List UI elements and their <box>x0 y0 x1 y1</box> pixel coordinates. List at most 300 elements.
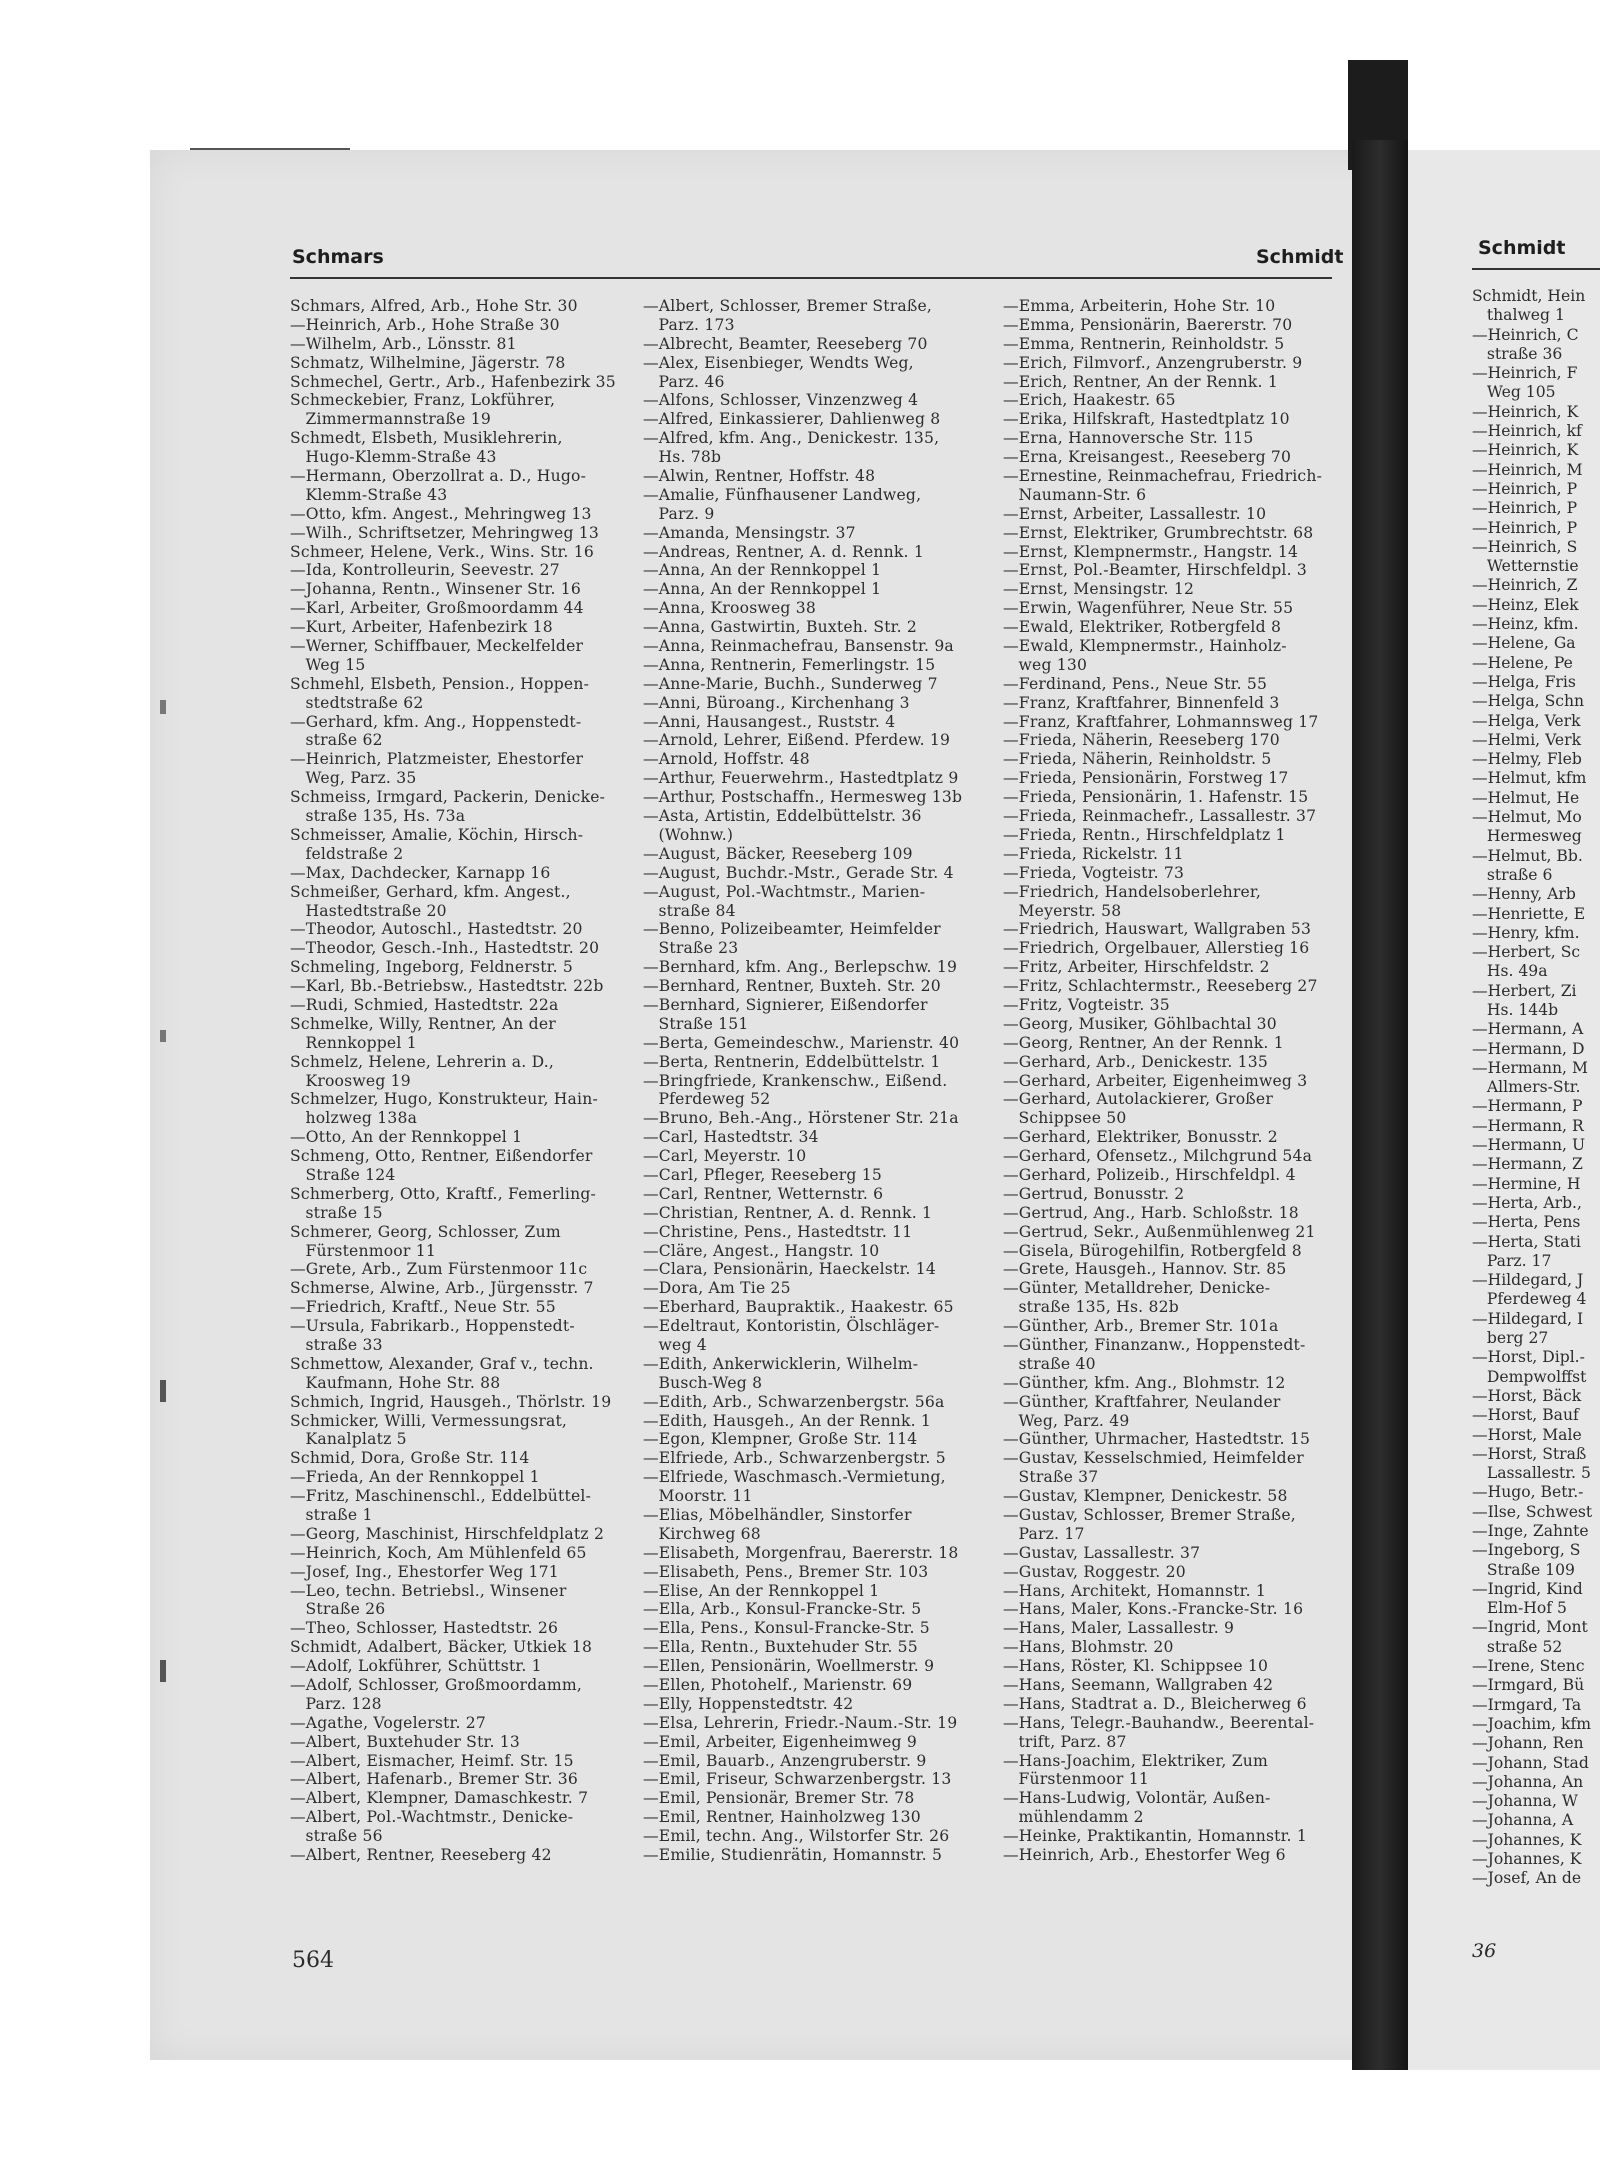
directory-entry-line: Schmehl, Elsbeth, Pension., Hoppen- <box>290 674 590 693</box>
directory-entry-line: Wetternstie <box>1472 557 1579 576</box>
directory-entry-line: —Henriette, E <box>1472 904 1586 923</box>
directory-entry-line: —Hermann, A <box>1472 1020 1584 1039</box>
directory-entry-line: —Anna, Kroosweg 38 <box>643 599 816 618</box>
directory-entry-line: straße 15 <box>290 1203 383 1222</box>
directory-entry-line: —Dora, Am Tie 25 <box>643 1279 791 1298</box>
directory-entry-line: —Frieda, Näherin, Reeseberg 170 <box>1003 731 1280 750</box>
directory-entry-line: —Johann, Ren <box>1472 1734 1584 1753</box>
directory-entry-line: —Ellen, Pensionärin, Woellmerstr. 9 <box>643 1657 935 1676</box>
directory-entry-line: straße 33 <box>290 1335 383 1354</box>
directory-entry-line: Kroosweg 19 <box>290 1071 411 1090</box>
directory-entry-line: —Emilie, Studienrätin, Homannstr. 5 <box>643 1846 943 1865</box>
directory-entry-line: —Edeltraut, Kontoristin, Ölschläger- <box>643 1317 940 1336</box>
directory-entry-line: —Günther, Finanzanw., Hoppenstedt- <box>1003 1335 1306 1354</box>
directory-entry-line: —Josef, An de <box>1472 1869 1582 1888</box>
directory-entry-line: —Erika, Hilfskraft, Hastedtplatz 10 <box>1003 410 1290 429</box>
directory-entry-line: —Alfons, Schlosser, Vinzenzweg 4 <box>643 391 919 410</box>
directory-entry-line: —Karl, Bb.-Betriebsw., Hastedtstr. 22b <box>290 977 604 996</box>
directory-entry-line: straße 135, Hs. 82b <box>1003 1298 1179 1317</box>
directory-entry-line: —Gerhard, Arb., Denickestr. 135 <box>1003 1052 1269 1071</box>
directory-entry-line: —Benno, Polizeibeamter, Heimfelder <box>643 920 941 939</box>
directory-entry-line: —Gertrud, Ang., Harb. Schloßstr. 18 <box>1003 1203 1299 1222</box>
directory-entry-line: —Ernst, Mensingstr. 12 <box>1003 580 1195 599</box>
directory-entry-line: —Irmgard, Bü <box>1472 1676 1585 1695</box>
directory-entry-line: —Ella, Rentn., Buxtehuder Str. 55 <box>643 1638 918 1657</box>
directory-entry-line: —Hans, Blohmstr. 20 <box>1003 1638 1174 1657</box>
directory-entry-line: Straße 109 <box>1472 1560 1575 1579</box>
directory-entry-line: —Johanna, Rentn., Winsener Str. 16 <box>290 580 582 599</box>
directory-entry-line: —Horst, Bäck <box>1472 1386 1582 1405</box>
directory-entry-line: —Heinrich, M <box>1472 460 1583 479</box>
directory-entry-line: —Helga, Fris <box>1472 672 1576 691</box>
book-gutter <box>1352 140 1408 2070</box>
directory-entry-line: Dempwolffst <box>1472 1367 1587 1386</box>
directory-entry-line: —Ella, Arb., Konsul-Francke-Str. 5 <box>643 1600 922 1619</box>
directory-entry-line: —Alex, Eisenbieger, Wendts Weg, <box>643 353 914 372</box>
directory-entry-line: Hs. 49a <box>1472 962 1548 981</box>
directory-entry-line: —Fritz, Arbeiter, Hirschfeldstr. 2 <box>1003 958 1270 977</box>
directory-entry-line: —Heinrich, Platzmeister, Ehestorfer <box>290 750 584 769</box>
directory-entry-line: —Arthur, Feuerwehrm., Hastedtplatz 9 <box>643 769 959 788</box>
directory-entry-line: —Otto, An der Rennkoppel 1 <box>290 1128 523 1147</box>
directory-entry-line: —Gerhard, kfm. Ang., Hoppenstedt- <box>290 712 582 731</box>
directory-entry-line: —Albert, Eismacher, Heimf. Str. 15 <box>290 1751 574 1770</box>
directory-entry-line: straße 135, Hs. 73a <box>290 807 466 826</box>
directory-entry-line: thalweg 1 <box>1472 306 1565 325</box>
directory-entry-line: —August, Bäcker, Reeseberg 109 <box>643 844 913 863</box>
directory-entry-line: —Anni, Hausangest., Ruststr. 4 <box>643 712 896 731</box>
directory-entry-line: —Otto, kfm. Angest., Mehringweg 13 <box>290 504 592 523</box>
directory-entry-line: —Frieda, Rentn., Hirschfeldplatz 1 <box>1003 825 1286 844</box>
directory-entry-line: —Hans, Telegr.-Bauhandw., Beerental- <box>1003 1713 1315 1732</box>
directory-entry-line: trift, Parz. 87 <box>1003 1732 1127 1751</box>
directory-entry-line: —Helmut, Mo <box>1472 808 1582 827</box>
directory-entry-line: —Heinrich, C <box>1472 325 1579 344</box>
directory-entry-line: —Christine, Pens., Hastedtstr. 11 <box>643 1222 913 1241</box>
directory-entry-line: —Herbert, Zi <box>1472 981 1577 1000</box>
directory-entry-line: —August, Buchdr.-Mstr., Gerade Str. 4 <box>643 863 954 882</box>
directory-entry-line: —Heinz, Elek <box>1472 595 1579 614</box>
directory-entry-line: —Herta, Arb., <box>1472 1193 1582 1212</box>
directory-entry-line: —Gustav, Kesselschmied, Heimfelder <box>1003 1449 1304 1468</box>
directory-entry-line: —Frieda, Pensionärin, 1. Hafenstr. 15 <box>1003 788 1309 807</box>
directory-entry-line: Schmeißer, Gerhard, kfm. Angest., <box>290 882 571 901</box>
right-page-header: Schmidt <box>1478 237 1566 259</box>
directory-entry-line: holzweg 138a <box>290 1109 418 1128</box>
directory-entry-line: —Emma, Arbeiterin, Hohe Str. 10 <box>1003 297 1276 315</box>
directory-entry-line: —Clara, Pensionärin, Haeckelstr. 14 <box>643 1260 936 1279</box>
directory-entry-line: —Arnold, Hoffstr. 48 <box>643 750 810 769</box>
directory-entry-line: —Bernhard, Rentner, Buxteh. Str. 20 <box>643 977 941 996</box>
directory-entry-line: Meyerstr. 58 <box>1003 901 1122 920</box>
directory-entry-line: Weg, Parz. 49 <box>1003 1411 1130 1430</box>
directory-entry-line: —Arnold, Lehrer, Eißend. Pferdew. 19 <box>643 731 951 750</box>
directory-entry-line: —Heinrich, K <box>1472 441 1579 460</box>
directory-entry-line: —Bernhard, Signierer, Eißendorfer <box>643 995 928 1014</box>
right-running-header: Schmidt <box>1256 246 1344 268</box>
directory-entry-line: —Adolf, Lokführer, Schüttstr. 1 <box>290 1657 542 1676</box>
directory-entry-line: feldstraße 2 <box>290 844 404 863</box>
directory-entry-line: —Erich, Rentner, An der Rennk. 1 <box>1003 372 1278 391</box>
directory-entry-line: —Horst, Bauf <box>1472 1406 1579 1425</box>
directory-entry-line: —Hermine, H <box>1472 1174 1581 1193</box>
directory-entry-line: —Frieda, Rickelstr. 11 <box>1003 844 1184 863</box>
top-edge-rule <box>190 148 350 150</box>
right-page-column <box>1472 287 1592 1889</box>
directory-entry-line: —Inge, Zahnte <box>1472 1522 1589 1540</box>
directory-entry-line: —Rudi, Schmied, Hastedtstr. 22a <box>290 995 559 1014</box>
directory-entry-line: —Hermann, P <box>1472 1097 1583 1116</box>
directory-entry-line: —Albert, Hafenarb., Bremer Str. 36 <box>290 1770 579 1789</box>
directory-entry-line: Klemm-Straße 43 <box>290 485 448 504</box>
directory-entry-line: Schmechel, Gertr., Arb., Hafenbezirk 35 <box>290 372 616 391</box>
directory-entry-line: straße 6 <box>1472 865 1553 884</box>
directory-entry-line: Schmerberg, Otto, Kraftf., Femerling- <box>290 1184 596 1203</box>
directory-entry-line: —Günther, Uhrmacher, Hastedtstr. 15 <box>1003 1430 1311 1449</box>
directory-entry-line: —Carl, Meyerstr. 10 <box>643 1147 807 1166</box>
directory-entry-line: —Hans-Joachim, Elektriker, Zum <box>1003 1751 1268 1770</box>
directory-entry-line: —Henry, kfm. <box>1472 923 1580 942</box>
directory-entry-line: —Emma, Pensionärin, Baererstr. 70 <box>1003 315 1293 334</box>
directory-entry-line: —Edith, Hausgeh., An der Rennk. 1 <box>643 1411 932 1430</box>
directory-entry-line: —Carl, Rentner, Wetternstr. 6 <box>643 1184 884 1203</box>
directory-entry-line: —Anna, Reinmachefrau, Bansenstr. 9a <box>643 637 954 656</box>
directory-entry-line: Parz. 17 <box>1472 1251 1552 1270</box>
directory-entry-line: —Grete, Arb., Zum Fürstenmoor 11c <box>290 1260 588 1279</box>
directory-entry-line: —Gerhard, Polizeib., Hirschfeldpl. 4 <box>1003 1165 1296 1184</box>
directory-entry-line: —Amalie, Fünfhausener Landweg, <box>643 485 922 504</box>
directory-entry-line: Rennkoppel 1 <box>290 1033 417 1052</box>
directory-entry-line: —Josef, Ing., Ehestorfer Weg 171 <box>290 1562 559 1581</box>
directory-entry-line: —Elias, Möbelhändler, Sinstorfer <box>643 1506 912 1524</box>
directory-entry-line: —Hans, Seemann, Wallgraben 42 <box>1003 1676 1274 1695</box>
directory-entry-line: —Erich, Filmvorf., Anzengruberstr. 9 <box>1003 353 1303 372</box>
directory-entry-line: —Hans, Maler, Kons.-Francke-Str. 16 <box>1003 1600 1304 1619</box>
directory-entry-line: —Herta, Pens <box>1472 1213 1581 1232</box>
directory-entry-line: Schmerer, Georg, Schlosser, Zum <box>290 1222 561 1241</box>
directory-entry-line: —Heinrich, Arb., Ehestorfer Weg 6 <box>1003 1846 1286 1865</box>
directory-entry-line: Schmelz, Helene, Lehrerin a. D., <box>290 1052 555 1071</box>
directory-entry-line: —Erwin, Wagenführer, Neue Str. 55 <box>1003 599 1294 618</box>
directory-entry-line: —Anna, Gastwirtin, Buxteh. Str. 2 <box>643 618 918 637</box>
directory-entry-line: Fürstenmoor 11 <box>1003 1770 1149 1789</box>
directory-entry-line: —Franz, Kraftfahrer, Lohmannsweg 17 <box>1003 712 1319 731</box>
directory-entry-line: berg 27 <box>1472 1329 1549 1348</box>
directory-entry-line: —Ingeborg, S <box>1472 1541 1581 1560</box>
directory-entry-line: —Gertrud, Bonusstr. 2 <box>1003 1184 1185 1203</box>
directory-entry-line: —Horst, Male <box>1472 1425 1582 1444</box>
directory-entry-line: straße 40 <box>1003 1354 1096 1373</box>
directory-entry-line: Straße 151 <box>643 1014 749 1033</box>
directory-entry-line: —Elise, An der Rennkoppel 1 <box>643 1581 880 1600</box>
directory-entry-line: —Heinz, kfm. <box>1472 615 1579 634</box>
directory-entry-line: —Ernst, Klempnermstr., Hangstr. 14 <box>1003 542 1299 561</box>
directory-entry-line: —Günter, Metalldreher, Denicke- <box>1003 1279 1271 1298</box>
directory-entry-line: Parz. 9 <box>643 504 715 523</box>
directory-entry-line: —Berta, Rentnerin, Eddelbüttelstr. 1 <box>643 1052 941 1071</box>
directory-entry-line: Schmelke, Willy, Rentner, An der <box>290 1014 556 1033</box>
directory-entry-line: —Gerhard, Ofensetz., Milchgrund 54a <box>1003 1147 1313 1166</box>
directory-entry-line: —Hans-Ludwig, Volontär, Außen- <box>1003 1789 1271 1808</box>
directory-entry-line: Weg 105 <box>1472 383 1556 402</box>
directory-entry-line: —Theo, Schlosser, Hastedtstr. 26 <box>290 1619 559 1638</box>
directory-entry-line: —Ursula, Fabrikarb., Hoppenstedt- <box>290 1317 575 1336</box>
directory-entry-line: Kaufmann, Hohe Str. 88 <box>290 1373 501 1392</box>
directory-entry-line: —Berta, Gemeindeschw., Marienstr. 40 <box>643 1033 960 1052</box>
directory-entry-line: Schmeng, Otto, Rentner, Eißendorfer <box>290 1147 593 1166</box>
directory-entry-line: —Heinrich, P <box>1472 499 1578 518</box>
margin-mark <box>160 1380 166 1402</box>
directory-entry-line: —Fritz, Schlachtermstr., Reeseberg 27 <box>1003 977 1318 996</box>
margin-mark <box>160 1660 166 1682</box>
directory-entry-line: —Helga, Verk <box>1472 711 1581 730</box>
directory-entry-line: —Gustav, Roggestr. 20 <box>1003 1562 1186 1581</box>
directory-entry-line: Zimmermannstraße 19 <box>290 410 491 429</box>
directory-entry-line: —Hugo, Betr.- <box>1472 1483 1584 1502</box>
margin-mark <box>160 1030 166 1042</box>
directory-entry-line: Elm-Hof 5 <box>1472 1599 1567 1618</box>
directory-entry-line: —Ewald, Klempnermstr., Hainholz- <box>1003 637 1287 656</box>
directory-entry-line: —Bernhard, kfm. Ang., Berlepschw. 19 <box>643 958 958 977</box>
directory-entry-line: —Gerhard, Autolackierer, Großer <box>1003 1090 1273 1109</box>
directory-entry-line: —Henny, Arb <box>1472 885 1576 904</box>
directory-entry-line: —Emma, Rentnerin, Reinholdstr. 5 <box>1003 334 1285 353</box>
directory-entry-line: —Helga, Schn <box>1472 692 1585 711</box>
left-running-header: Schmars <box>292 246 384 268</box>
directory-entry-line: Parz. 17 <box>1003 1524 1085 1543</box>
directory-entry-line: —Ingrid, Mont <box>1472 1618 1588 1637</box>
directory-entry-line: —Hermann, Z <box>1472 1155 1583 1174</box>
directory-entry-line: —Ferdinand, Pens., Neue Str. 55 <box>1003 674 1268 693</box>
directory-entry-line: —Edith, Ankerwicklerin, Wilhelm- <box>643 1354 919 1373</box>
directory-entry-line: —Andreas, Rentner, A. d. Rennk. 1 <box>643 542 924 561</box>
directory-entry-line: Schmid, Dora, Große Str. 114 <box>290 1449 530 1468</box>
directory-entry-line: —Adolf, Schlosser, Großmoordamm, <box>290 1676 583 1695</box>
directory-column-3 <box>1003 297 1322 1865</box>
directory-entry-line: Busch-Weg 8 <box>643 1373 763 1392</box>
directory-entry-line: —Ilse, Schwest <box>1472 1502 1593 1521</box>
directory-entry-line: —Albert, Pol.-Wachtmstr., Denicke- <box>290 1808 574 1827</box>
directory-entry-line: —Theodor, Gesch.-Inh., Hastedtstr. 20 <box>290 939 600 958</box>
directory-entry-line: —Friedrich, Orgelbauer, Allerstieg 16 <box>1003 939 1310 958</box>
directory-entry-line: —Helene, Ga <box>1472 634 1576 653</box>
directory-entry-line: Schmeer, Helene, Verk., Wins. Str. 16 <box>290 542 594 561</box>
directory-entry-line: —Ernst, Pol.-Beamter, Hirschfeldpl. 3 <box>1003 561 1308 580</box>
directory-entry-line: straße 84 <box>643 901 736 920</box>
directory-entry-line: —Hermann, M <box>1472 1058 1588 1077</box>
directory-entry-line: —Agathe, Vogelerstr. 27 <box>290 1713 487 1732</box>
directory-entry-line: —Heinrich, F <box>1472 364 1578 383</box>
directory-entry-line: —Heinrich, K <box>1472 402 1579 421</box>
directory-entry-line: Schmidt, Hein <box>1472 287 1586 305</box>
directory-entry-line: Parz. 46 <box>643 372 725 391</box>
directory-entry-line: —Carl, Hastedtstr. 34 <box>643 1128 819 1147</box>
directory-entry-line: —Horst, Straß <box>1472 1444 1587 1463</box>
directory-entry-line: Schmidt, Adalbert, Bäcker, Utkiek 18 <box>290 1638 593 1657</box>
directory-entry-line: —Gisela, Bürogehilfin, Rotbergfeld 8 <box>1003 1241 1302 1260</box>
directory-entry-line: Pferdeweg 52 <box>643 1090 771 1109</box>
directory-entry-line: —Heinrich, Z <box>1472 576 1578 595</box>
directory-entry-line: —Ernst, Elektriker, Grumbrechtstr. 68 <box>1003 523 1314 542</box>
directory-entry-line: —Anne-Marie, Buchh., Sunderweg 7 <box>643 674 938 693</box>
directory-entry-line: —Hans, Architekt, Homannstr. 1 <box>1003 1581 1267 1600</box>
directory-entry-line: —Hildegard, I <box>1472 1309 1584 1328</box>
directory-entry-line: —Cläre, Angest., Hangstr. 10 <box>643 1241 880 1260</box>
directory-entry-line: —Gerhard, Elektriker, Bonusstr. 2 <box>1003 1128 1278 1147</box>
directory-entry-line: —Alfred, Einkassierer, Dahlienweg 8 <box>643 410 941 429</box>
directory-entry-line: Hugo-Klemm-Straße 43 <box>290 448 497 467</box>
right-page-number: 36 <box>1472 1940 1497 1962</box>
directory-entry-line: —Erna, Kreisangest., Reeseberg 70 <box>1003 448 1292 467</box>
directory-entry-line: —Anna, Rentnerin, Femerlingstr. 15 <box>643 655 936 674</box>
directory-entry-line: —Friedrich, Handelsoberlehrer, <box>1003 882 1262 901</box>
directory-entry-line: —Hermann, D <box>1472 1039 1585 1058</box>
directory-entry-line: —Johanna, A <box>1472 1811 1574 1830</box>
directory-entry-line: —Elisabeth, Morgenfrau, Baererstr. 18 <box>643 1543 959 1562</box>
directory-entry-line: —Fritz, Maschinenschl., Eddelbüttel- <box>290 1487 592 1506</box>
directory-entry-line: Schippsee 50 <box>1003 1109 1127 1128</box>
directory-entry-line: —Emil, Arbeiter, Eigenheimweg 9 <box>643 1732 918 1751</box>
directory-entry-line: —Emil, Bauarb., Anzengruberstr. 9 <box>643 1751 927 1770</box>
directory-entry-line: —Anna, An der Rennkoppel 1 <box>643 561 882 580</box>
directory-entry-line: —Heinrich, Koch, Am Mühlenfeld 65 <box>290 1543 587 1562</box>
directory-entry-line: —Gustav, Klempner, Denickestr. 58 <box>1003 1487 1288 1506</box>
directory-entry-line: Parz. 173 <box>643 315 735 334</box>
directory-entry-line: —Hans, Maler, Lassallestr. 9 <box>1003 1619 1235 1638</box>
directory-entry-line: Straße 23 <box>643 939 739 958</box>
directory-entry-line: Schmatz, Wilhelmine, Jägerstr. 78 <box>290 353 566 372</box>
directory-entry-line: —Georg, Maschinist, Hirschfeldplatz 2 <box>290 1524 605 1543</box>
directory-entry-line: —Elly, Hoppenstedtstr. 42 <box>643 1694 854 1713</box>
directory-entry-line: —Georg, Rentner, An der Rennk. 1 <box>1003 1033 1284 1052</box>
directory-entry-line: —Ellen, Photohelf., Marienstr. 69 <box>643 1676 913 1695</box>
directory-entry-line: —Albert, Buxtehuder Str. 13 <box>290 1732 521 1751</box>
directory-entry-line: —Helmut, He <box>1472 788 1580 807</box>
directory-entry-line: —Herta, Stati <box>1472 1232 1581 1251</box>
directory-entry-line: —Friedrich, Hauswart, Wallgraben 53 <box>1003 920 1312 939</box>
directory-entry-line: Schmelzer, Hugo, Konstrukteur, Hain- <box>290 1090 598 1109</box>
directory-entry-line: Schmerse, Alwine, Arb., Jürgensstr. 7 <box>290 1279 594 1298</box>
directory-entry-line: —Heinrich, kf <box>1472 422 1582 441</box>
directory-entry-line: —Heinke, Praktikantin, Homannstr. 1 <box>1003 1827 1307 1846</box>
directory-entry-line: —Hermann, Oberzollrat a. D., Hugo- <box>290 467 587 486</box>
directory-entry-line: —Anni, Büroang., Kirchenhang 3 <box>643 693 910 712</box>
directory-entry-line: —Gertrud, Sekr., Außenmühlenweg 21 <box>1003 1222 1316 1241</box>
directory-entry-line: —Egon, Klempner, Große Str. 114 <box>643 1430 918 1449</box>
directory-entry-line: —Gustav, Lassallestr. 37 <box>1003 1543 1201 1562</box>
directory-entry-line: —Albrecht, Beamter, Reeseberg 70 <box>643 334 928 353</box>
directory-entry-line: (Wohnw.) <box>643 825 734 844</box>
directory-entry-line: —Helene, Pe <box>1472 653 1573 672</box>
directory-entry-line: —Irene, Stenc <box>1472 1657 1585 1676</box>
directory-column-1 <box>290 297 616 1865</box>
directory-entry-line: —Johannes, K <box>1472 1830 1582 1849</box>
directory-entry-line: —Ewald, Elektriker, Rotbergfeld 8 <box>1003 618 1282 637</box>
directory-entry-line: Schmedt, Elsbeth, Musiklehrerin, <box>290 429 563 448</box>
directory-entry-line: —Ernst, Arbeiter, Lassallestr. 10 <box>1003 504 1267 523</box>
directory-entry-line: Schmettow, Alexander, Graf v., techn. <box>290 1354 594 1373</box>
directory-entry-line: —Frieda, Vogteistr. 73 <box>1003 863 1185 882</box>
directory-entry-line: Schmeiss, Irmgard, Packerin, Denicke- <box>290 788 606 807</box>
directory-entry-line: —Johanna, W <box>1472 1792 1578 1811</box>
directory-entry-line: —Elsa, Lehrerin, Friedr.-Naum.-Str. 19 <box>643 1713 958 1732</box>
directory-entry-line: —Frieda, Näherin, Reinholdstr. 5 <box>1003 750 1272 769</box>
directory-entry-line: straße 52 <box>1472 1637 1563 1656</box>
directory-entry-line: —Hans, Röster, Kl. Schippsee 10 <box>1003 1657 1269 1676</box>
directory-entry-line: —Hildegard, J <box>1472 1271 1584 1290</box>
directory-entry-line: —Franz, Kraftfahrer, Binnenfeld 3 <box>1003 693 1280 712</box>
directory-entry-line: Schmeckebier, Franz, Lokführer, <box>290 391 556 410</box>
directory-entry-line: —Eberhard, Baupraktik., Haakestr. 65 <box>643 1298 954 1317</box>
directory-entry-line: —Bruno, Beh.-Ang., Hörstener Str. 21a <box>643 1109 959 1128</box>
directory-entry-line: —Leo, techn. Betriebsl., Winsener <box>290 1581 567 1600</box>
directory-entry-line: mühlendamm 2 <box>1003 1808 1144 1827</box>
directory-entry-line: —Arthur, Postschaffn., Hermesweg 13b <box>643 788 963 807</box>
directory-entry-line: —Albert, Rentner, Reeseberg 42 <box>290 1846 552 1865</box>
directory-entry-line: Schmeisser, Amalie, Köchin, Hirsch- <box>290 825 584 844</box>
directory-entry-line: straße 1 <box>290 1506 373 1524</box>
directory-entry-line: —Edith, Arb., Schwarzenbergstr. 56a <box>643 1392 945 1411</box>
directory-entry-line: weg 4 <box>643 1335 707 1354</box>
directory-column-2 <box>643 297 962 1865</box>
directory-entry-line: —Emil, Friseur, Schwarzenbergstr. 13 <box>643 1770 952 1789</box>
header-rule <box>290 277 1332 279</box>
directory-entry-line: Straße 37 <box>1003 1468 1099 1487</box>
directory-entry-line: —Frieda, Reinmachefr., Lassallestr. 37 <box>1003 807 1317 826</box>
directory-entry-line: —Erich, Haakestr. 65 <box>1003 391 1176 410</box>
directory-entry-line: —Horst, Dipl.- <box>1472 1348 1585 1367</box>
directory-entry-line: —Karl, Arbeiter, Großmoordamm 44 <box>290 599 584 618</box>
directory-entry-line: —Irmgard, Ta <box>1472 1695 1582 1714</box>
directory-entry-line: Moorstr. 11 <box>643 1487 753 1506</box>
directory-entry-line: Hs. 144b <box>1472 1000 1559 1019</box>
directory-entry-line: Fürstenmoor 11 <box>290 1241 436 1260</box>
directory-entry-line: —Hermann, U <box>1472 1136 1586 1155</box>
directory-entry-line: —Fritz, Vogteistr. 35 <box>1003 995 1170 1014</box>
margin-mark <box>160 700 166 714</box>
directory-entry-line: —Heinrich, Arb., Hohe Straße 30 <box>290 315 560 334</box>
directory-entry-line: —Anna, An der Rennkoppel 1 <box>643 580 882 599</box>
directory-entry-line: —Ida, Kontrolleurin, Seevestr. 27 <box>290 561 560 580</box>
left-page-number: 564 <box>292 1948 334 1973</box>
right-header-rule <box>1472 268 1600 270</box>
directory-entry-line: —Johanna, An <box>1472 1772 1584 1791</box>
directory-entry-line: Straße 26 <box>290 1600 386 1619</box>
directory-entry-line: —Georg, Musiker, Göhlbachtal 30 <box>1003 1014 1277 1033</box>
directory-entry-line: straße 62 <box>290 731 383 750</box>
directory-entry-line: —Helmut, Bb. <box>1472 846 1583 865</box>
directory-entry-line: —Kurt, Arbeiter, Hafenbezirk 18 <box>290 618 553 637</box>
directory-entry-line: —Günther, Kraftfahrer, Neulander <box>1003 1392 1281 1411</box>
directory-entry-line: —Günther, kfm. Ang., Blohmstr. 12 <box>1003 1373 1286 1392</box>
directory-entry-line: Hs. 78b <box>643 448 722 467</box>
directory-entry-line: Schmars, Alfred, Arb., Hohe Str. 30 <box>290 297 578 315</box>
directory-entry-line: Kanalplatz 5 <box>290 1430 407 1449</box>
directory-entry-line: —Carl, Pfleger, Reeseberg 15 <box>643 1165 882 1184</box>
directory-entry-line: Weg 15 <box>290 655 366 674</box>
directory-entry-line: —Max, Dachdecker, Karnapp 16 <box>290 863 551 882</box>
directory-entry-line: Schmich, Ingrid, Hausgeh., Thörlstr. 19 <box>290 1392 612 1411</box>
directory-entry-line: —Johann, Stad <box>1472 1753 1589 1772</box>
directory-entry-line: Kirchweg 68 <box>643 1524 761 1543</box>
directory-entry-line: —Gerhard, Arbeiter, Eigenheimweg 3 <box>1003 1071 1308 1090</box>
directory-entry-line: —Albert, Klempner, Damaschkestr. 7 <box>290 1789 589 1808</box>
directory-entry-line: —Alwin, Rentner, Hoffstr. 48 <box>643 467 876 486</box>
directory-entry-line: —Emil, Pensionär, Bremer Str. 78 <box>643 1789 915 1808</box>
directory-entry-line: —Asta, Artistin, Eddelbüttelstr. 36 <box>643 807 922 826</box>
directory-entry-line: Allmers-Str. <box>1472 1078 1581 1097</box>
directory-entry-line: —Frieda, Pensionärin, Forstweg 17 <box>1003 769 1289 788</box>
